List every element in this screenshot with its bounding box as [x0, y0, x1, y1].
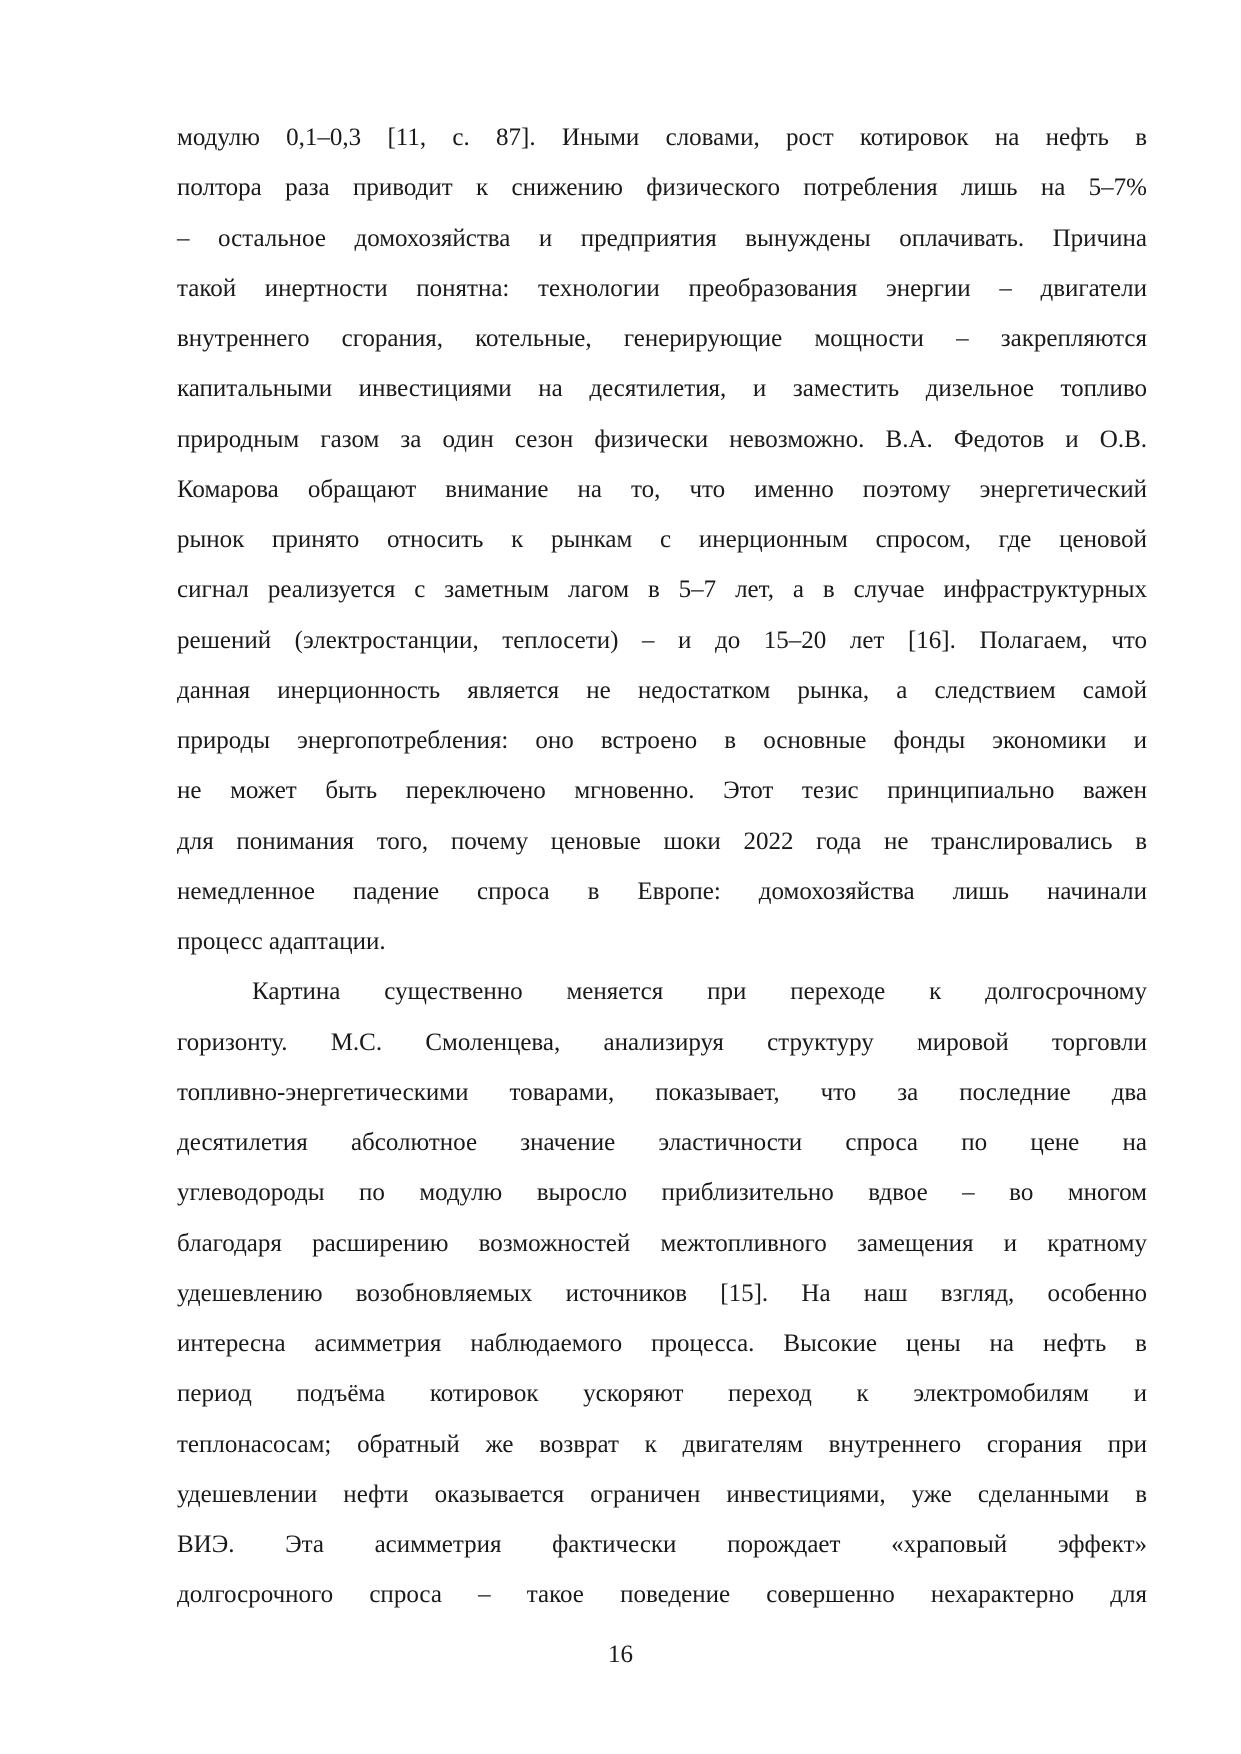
text-line: горизонту. М.С. Смоленцева, анализируя структуру мировой торговли: [177, 1028, 1147, 1056]
text-line: десятилетия абсолютное значение эластичности спроса по цене на: [177, 1129, 1147, 1156]
text-line: данная инерционность является не недостатком рынка, а следствием самой: [177, 676, 1147, 704]
text-line: природы энергопотребления: оно встроено в основные фонды экономики и: [177, 727, 1147, 754]
text-line: капитальными инвестициями на десятилетия, и заместить дизельное топливо: [177, 375, 1147, 403]
page-number: 16: [608, 1641, 633, 1668]
text-line: благодаря расширению возможностей межтопливного замещения и кратному: [177, 1229, 1147, 1257]
text-line: немедленное падение спроса в Европе: домохозяйства лишь начинали: [177, 877, 1147, 905]
text-line: – остальное домохозяйства и предприятия вынуждены оплачивать. Причина: [177, 224, 1147, 252]
text-line: внутреннего сгорания, котельные, генерирующие мощности – закрепляются: [177, 325, 1147, 352]
text-line: топливно-энергетическими товарами, показывает, что за последние два: [177, 1078, 1147, 1106]
text-line: теплонасосам; обратный же возврат к двигателям внутреннего сгорания при: [177, 1430, 1147, 1458]
text-line: рынок принято относить к рынкам с инерционным спросом, где ценовой: [177, 526, 1147, 553]
body-text: [177, 113, 1147, 1621]
text-line: для понимания того, почему ценовые шоки 2022 года не транслировались в: [177, 827, 1147, 855]
text-line: долгосрочного спроса – такое поведение совершенно нехарактерно для: [177, 1581, 1147, 1609]
text-line: интересна асимметрия наблюдаемого процесса. Высокие цены на нефть в: [177, 1330, 1147, 1357]
text-line: удешевлению возобновляемых источников [15]. На наш взгляд, особенно: [177, 1279, 1147, 1307]
text-line: не может быть переключено мгновенно. Этот тезис принципиально важен: [177, 777, 1147, 805]
paragraph-end-line: процесс адаптации.: [177, 928, 386, 955]
text-line: Комарова обращают внимание на то, что именно поэтому энергетический: [177, 475, 1147, 503]
text-line: ВИЭ. Эта асимметрия фактически порождает «храповый эффект»: [177, 1531, 1147, 1558]
text-line: модулю 0,1–0,3 [11, с. 87]. Иными словами, рост котировок на нефть в: [177, 124, 1147, 151]
paragraph-start-line: Картина существенно меняется при переходе к долгосрочному: [252, 978, 1147, 1006]
text-line: углеводороды по модулю выросло приблизительно вдвое – во многом: [177, 1179, 1147, 1207]
text-line: природным газом за один сезон физически невозможно. В.А. Федотов и О.В.: [177, 425, 1147, 453]
text-line: решений (электростанции, теплосети) – и до 15–20 лет [16]. Полагаем, что: [177, 626, 1147, 654]
text-line: удешевлении нефти оказывается ограничен инвестициями, уже сделанными в: [177, 1480, 1147, 1508]
text-line: период подъёма котировок ускоряют переход к электромобилям и: [177, 1380, 1147, 1408]
text-line: сигнал реализуется с заметным лагом в 5–7 лет, а в случае инфраструктурных: [177, 576, 1147, 604]
text-line: такой инертности понятна: технологии преобразования энергии – двигатели: [177, 274, 1147, 302]
text-line: полтора раза приводит к снижению физического потребления лишь на 5–7%: [177, 174, 1147, 202]
